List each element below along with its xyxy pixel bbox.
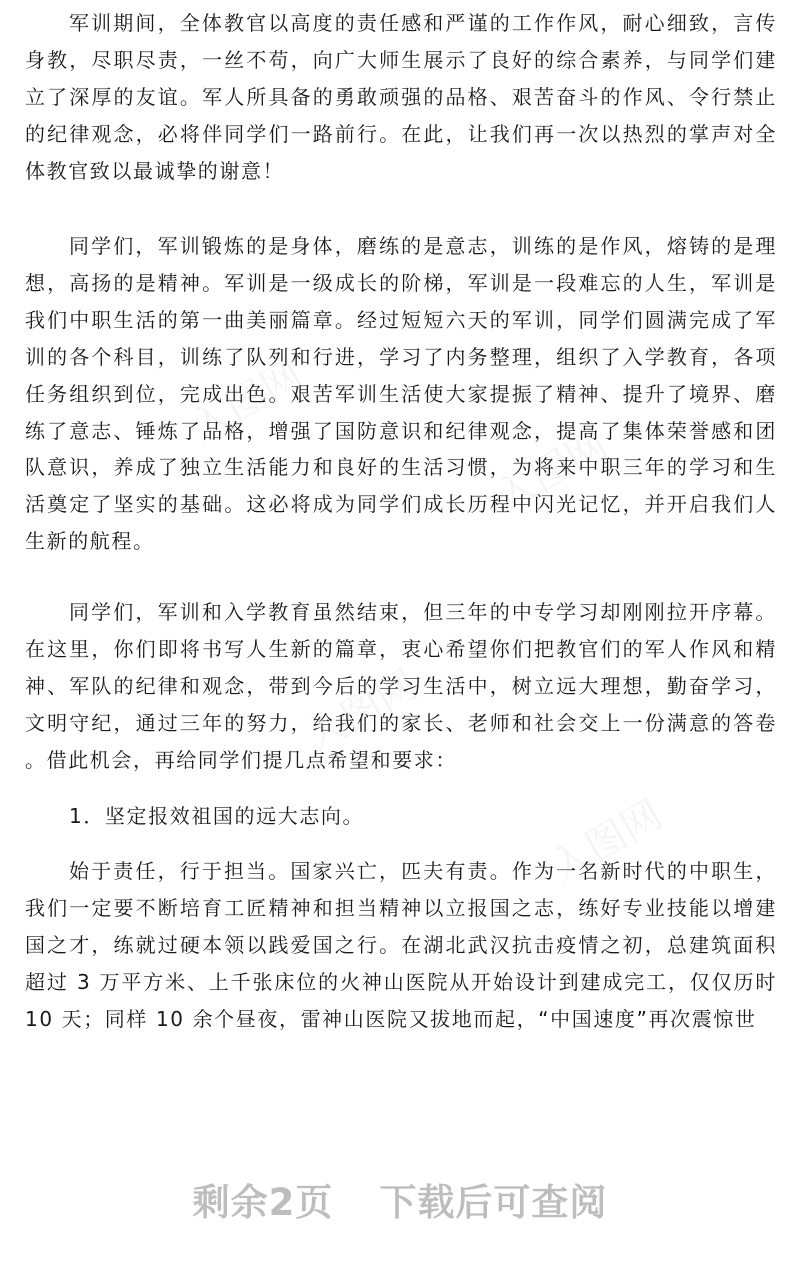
paragraph-1: 军训期间，全体教官以高度的责任感和严谨的工作作风，耐心细致，言传身教，尽职尽责，一丝不苟，向广大师生展示了良好的综合素养，与同学们建立了深厚的友谊。军人所具备的勇敢顽强的品格、艰苦奋斗的作风、令行禁止的纪律观念，必将伴同学们一路前行。在此，让我们再一次以热烈的掌声对全体教官致以最诚挚的谢意！ [25, 11, 777, 183]
paragraph-5: 始于责任，行于担当。国家兴亡，匹夫有责。作为一名新时代的中职生，我们一定要不断培育工匠精神和担当精神以立报国之志，练好专业技能以增建国之才，练就过硬本领以践爱国之行。在湖北武汉抗击疫情之初，总建筑面积超过 3 万平方米、上千张床位的火神山医院从开始设计到建成完工，仅仅历时 10 天；同样 10 余个昼夜，雷神山医院又拔地而起，“中国速度”再次震惊世 [25, 859, 777, 1031]
remaining-pages-label: 剩余2页 [192, 1181, 334, 1224]
watermark: 入图网 [183, 351, 311, 452]
watermark: 入图网 [488, 421, 616, 522]
download-to-view-label[interactable]: 下载后可查阅 [379, 1181, 608, 1224]
download-prompt-banner[interactable] [0, 1172, 800, 1226]
watermark: 入图网 [298, 661, 426, 762]
watermark: 入图网 [543, 791, 671, 892]
paragraph-2: 同学们，军训锻炼的是身体，磨练的是意志，训练的是作风，熔铸的是理想，高扬的是精神。军训是一级成长的阶梯，军训是一段难忘的人生，军训是我们中职生活的第一曲美丽篇章。经过短短六天的军训，同学们圆满完成了军训的各个科目，训练了队列和行进，学习了内务整理，组织了入学教育，各项任务组织到位，完成出色。艰苦军训生活使大家提振了精神、提升了境界、磨练了意志、锤炼了品格，增强了国防意识和纪律观念，提高了集体荣誉感和团队意识，养成了独立生活能力和良好的生活习惯，为将来中职三年的学习和生活奠定了坚实的基础。这必将成为同学们成长历程中闪光记忆，并开启我们人生新的航程。 [25, 234, 777, 554]
list-item-1-heading: 1．坚定报效祖国的远大志向。 [69, 804, 365, 828]
paragraph-3: 同学们，军训和入学教育虽然结束，但三年的中专学习却刚刚拉开序幕。在这里，你们即将书写人生新的篇章，衷心希望你们把教官们的军人作风和精神、军队的纪律和观念，带到今后的学习生活中，树立远大理想，勤奋学习，文明守纪，通过三年的努力，给我们的家长、老师和社会交上一份满意的答卷。借此机会，再给同学们提几点希望和要求： [25, 600, 777, 772]
